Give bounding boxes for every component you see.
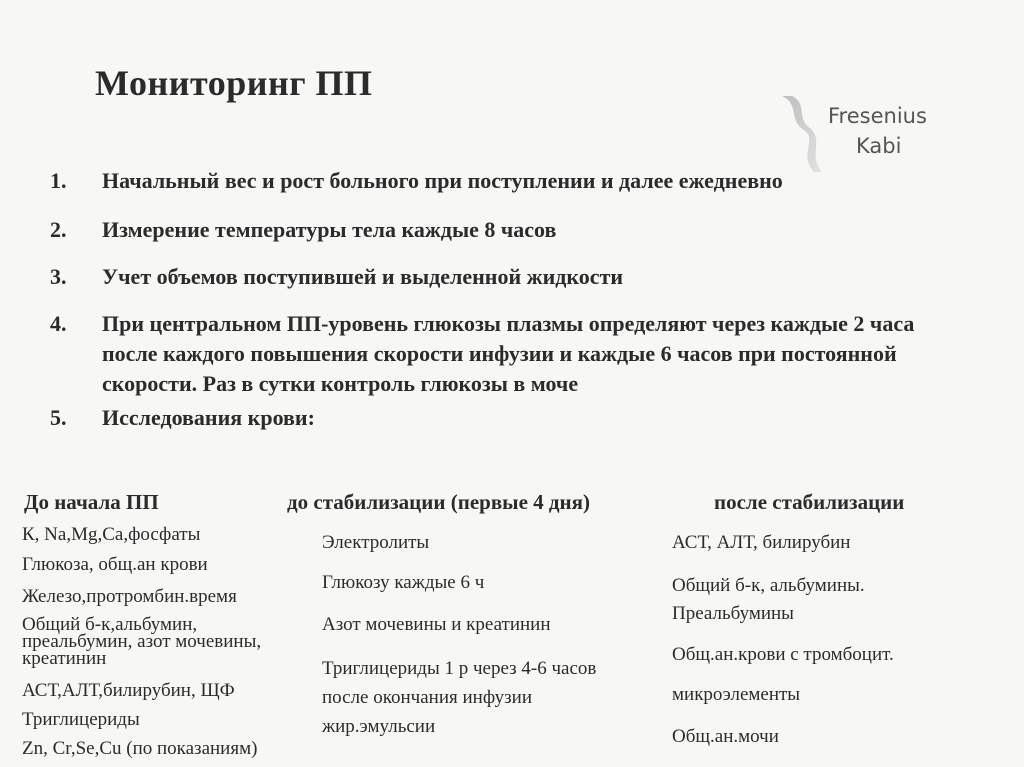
list-item bbox=[50, 309, 1000, 399]
item-text: При центральном ПП-уровень глюкозы плазмы определяют через каждые 2 часа после каждого повышения скорости инфузии и каждые 6 часов при постоянной скорости. Раз в сутки контроль глюкозы в моче bbox=[102, 311, 915, 396]
column-cell: Железо,протромбин.время bbox=[22, 586, 237, 607]
item-number: 2. bbox=[50, 217, 67, 242]
item-number: 4. bbox=[50, 311, 67, 336]
column-cell: Азот мочевины и креатинин bbox=[322, 614, 551, 635]
item-number: 5. bbox=[50, 405, 67, 430]
column-cell: Глюкоза, общ.ан крови bbox=[22, 554, 208, 575]
column-cell: микроэлементы bbox=[672, 684, 801, 705]
column-until-stabilization bbox=[287, 490, 667, 737]
column-cell: Общ.ан.мочи bbox=[672, 726, 779, 747]
monitoring-list bbox=[50, 166, 1000, 433]
column-cell: Zn, Cr,Se,Cu (по показаниям) bbox=[22, 738, 258, 759]
column-cell: Глюкозу каждые 6 ч bbox=[322, 572, 485, 593]
column-cell: АСТ, АЛТ, билирубин bbox=[672, 532, 851, 553]
logo-text-line1: Fresenius bbox=[828, 104, 927, 128]
fresenius-wave-logo-icon bbox=[778, 94, 824, 174]
item-text: Начальный вес и рост больного при поступлении и далее ежедневно bbox=[102, 168, 783, 193]
column-cell: Триглицериды 1 р через 4-6 часов после окончания инфузии жир.эмульсии bbox=[322, 658, 597, 737]
column-cell: Общ.ан.крови с тромбоцит. bbox=[672, 644, 894, 665]
column-header: До начала ПП bbox=[24, 490, 159, 514]
column-cell: Электролиты bbox=[322, 532, 430, 553]
column-cell: АСТ,АЛТ,билирубин, ЩФ bbox=[22, 680, 235, 701]
page-title: Мониторинг ПП bbox=[95, 63, 373, 103]
item-text: Исследования крови: bbox=[102, 405, 315, 430]
column-before-pn bbox=[22, 490, 312, 759]
item-number: 1. bbox=[50, 168, 67, 193]
list-item bbox=[50, 166, 1000, 196]
list-item bbox=[50, 215, 1000, 245]
item-text: Учет объемов поступившей и выделенной жидкости bbox=[102, 264, 624, 289]
column-cell: Общий б-к, альбумины. Преальбумины bbox=[672, 575, 865, 624]
column-header: до стабилизации (первые 4 дня) bbox=[287, 490, 590, 514]
column-header: после стабилизации bbox=[714, 490, 905, 514]
column-cell: Общий б-к,альбумин, преальбумин, азот мочевины, креатинин bbox=[22, 614, 262, 669]
item-number: 3. bbox=[50, 264, 67, 289]
item-text: Измерение температуры тела каждые 8 часов bbox=[102, 217, 557, 242]
column-cell: Триглицериды bbox=[22, 709, 140, 730]
fresenius-kabi-logo bbox=[778, 94, 948, 174]
column-cell: К, Na,Mg,Ca,фосфаты bbox=[22, 524, 201, 545]
logo-text-line2: Kabi bbox=[856, 134, 902, 158]
list-item bbox=[50, 262, 1000, 292]
list-item bbox=[50, 403, 1000, 433]
column-after-stabilization bbox=[672, 490, 1012, 747]
